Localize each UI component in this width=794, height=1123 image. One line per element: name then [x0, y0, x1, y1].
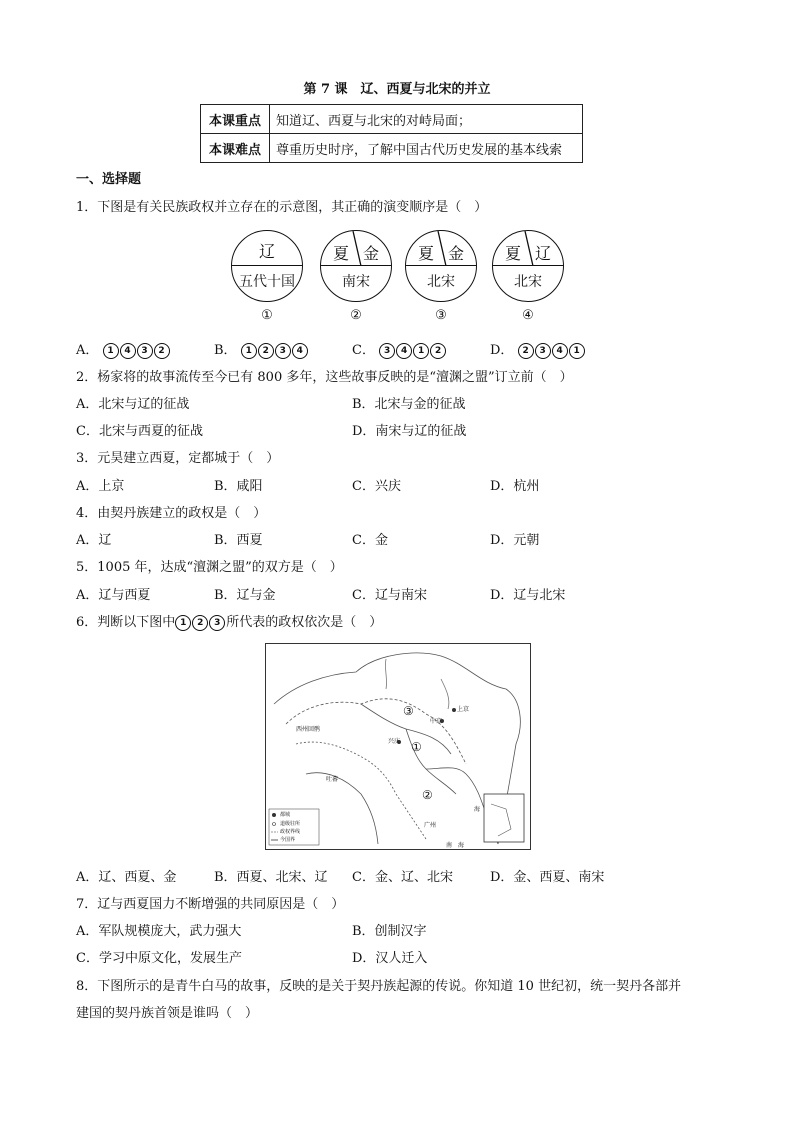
- circled-number: 2: [154, 343, 170, 359]
- disc-top-label: 辽: [258, 242, 275, 261]
- circled-number: 1: [569, 343, 585, 359]
- q3-option-c[interactable]: C．兴庆: [352, 479, 401, 494]
- map-label-guangzhou: 广州: [424, 822, 437, 829]
- question-7-stem: 7．辽与西夏国力不断增强的共同原因是（ ）: [76, 897, 345, 912]
- map-label-tibet: 吐蕃: [326, 776, 339, 783]
- question-5-stem: 5．1005 年，达成“澶渊之盟”的双方是（ ）: [76, 560, 343, 575]
- map-label-huihu: 西州回鹘: [296, 726, 321, 733]
- q5-option-c[interactable]: C．辽与南宋: [352, 588, 427, 603]
- disc-figure-2: [320, 230, 392, 323]
- q6-option-b[interactable]: B．西夏、北宋、辽: [214, 870, 328, 885]
- q2-option-d[interactable]: D．南宋与辽的征战: [352, 424, 467, 439]
- circled-number: 4: [396, 343, 412, 359]
- disc-top-left-label: 夏: [333, 244, 350, 263]
- disc-bottom-label: 北宋: [427, 274, 455, 290]
- q2-option-b[interactable]: B．北宋与金的征战: [352, 397, 466, 412]
- q5-option-a[interactable]: A．辽与西夏: [76, 588, 151, 603]
- circled-number: 1: [413, 343, 429, 359]
- disc-top-right-label: 辽: [534, 244, 551, 263]
- disc-number: ④: [522, 308, 534, 323]
- legend-boundary: 政权界线: [280, 829, 301, 835]
- circled-number: 3: [275, 343, 291, 359]
- q1-option-a[interactable]: A． 1 4 3 2: [76, 339, 171, 359]
- q3-option-a[interactable]: A．上京: [76, 479, 125, 494]
- disc-bottom-label: 南宋: [342, 274, 370, 290]
- circled-number: 3: [535, 343, 551, 359]
- map-label-nanhai: 南 海: [446, 842, 465, 849]
- disc-number: ②: [350, 308, 362, 323]
- table-row: [201, 134, 583, 163]
- table-key: 本课难点: [201, 134, 270, 163]
- table-key: 本课重点: [201, 105, 270, 134]
- legend-border: 今国界: [280, 837, 296, 843]
- lesson-info-table: [200, 104, 583, 163]
- legend-seat: 道级驻所: [280, 821, 301, 827]
- disc-top-left-label: 夏: [505, 244, 522, 263]
- map-label-sea: 海: [474, 806, 481, 813]
- q7-option-d[interactable]: D．汉人迁入: [352, 951, 428, 966]
- question-6-stem: 6．判断以下图中 1 2 3 所代表的政权依次是（ ）: [76, 615, 383, 630]
- circled-number: 1: [241, 343, 257, 359]
- disc-figure-3: [405, 230, 477, 323]
- page-title: 第 7 课 辽、西夏与北宋的并立: [303, 82, 491, 97]
- map-label-xingqing: 兴庆: [388, 738, 401, 745]
- q7-option-b[interactable]: B．创制汉字: [352, 924, 427, 939]
- circled-number: 3: [379, 343, 395, 359]
- circled-number: 4: [552, 343, 568, 359]
- q5-option-b[interactable]: B．辽与金: [214, 588, 276, 603]
- circled-number: 3: [209, 615, 225, 631]
- section-heading: 一、选择题: [76, 172, 142, 187]
- question-8-stem-line1: 8．下图所示的是青牛白马的故事，反映的是关于契丹族起源的传说。你知道 10 世纪初，统一契丹各部并: [76, 979, 682, 994]
- circled-number: 4: [120, 343, 136, 359]
- q6-option-a[interactable]: A．辽、西夏、金: [76, 870, 177, 885]
- disc-figure-1: [231, 230, 303, 323]
- table-value: 知道辽、西夏与北宋的对峙局面；: [270, 105, 583, 134]
- question-3-stem: 3．元昊建立西夏，定都城于（ ）: [76, 451, 280, 466]
- q7-option-a[interactable]: A．军队规模庞大，武力强大: [76, 924, 242, 939]
- q3-option-d[interactable]: D．杭州: [490, 479, 540, 494]
- legend-capital: 都城: [280, 812, 291, 818]
- q4-option-a[interactable]: A．辽: [76, 533, 112, 548]
- disc-bottom-label: 五代十国: [239, 274, 295, 290]
- circled-number: 2: [430, 343, 446, 359]
- map-label-3: ③: [403, 704, 414, 718]
- q4-option-c[interactable]: C．金: [352, 533, 388, 548]
- map-label-2: ②: [422, 788, 433, 802]
- q1-option-b[interactable]: B． 1 2 3 4: [214, 339, 309, 359]
- circled-number: 2: [192, 615, 208, 631]
- disc-number: ③: [435, 308, 447, 323]
- q1-option-c[interactable]: C． 3 4 1 2: [352, 339, 447, 359]
- circled-number: 2: [258, 343, 274, 359]
- q7-option-c[interactable]: C．学习中原文化，发展生产: [76, 951, 242, 966]
- disc-number: ①: [261, 308, 273, 323]
- circled-number: 1: [103, 343, 119, 359]
- q5-option-d[interactable]: D．辽与北宋: [490, 588, 566, 603]
- q2-option-a[interactable]: A．北宋与辽的征战: [76, 397, 190, 412]
- circled-number: 2: [518, 343, 534, 359]
- q4-option-d[interactable]: D．元朝: [490, 533, 540, 548]
- disc-figure-4: [492, 230, 564, 323]
- map-drawing: [266, 644, 530, 849]
- disc-top-right-label: 金: [362, 244, 379, 263]
- circled-number: 1: [175, 615, 191, 631]
- disc-top-left-label: 夏: [418, 244, 435, 263]
- historical-map: [265, 643, 531, 850]
- table-value: 尊重历史时序，了解中国古代历史发展的基本线索: [270, 134, 583, 163]
- q6-option-c[interactable]: C．金、辽、北宋: [352, 870, 453, 885]
- question-8-stem-line2: 建国的契丹族首领是谁吗（ ）: [76, 1006, 259, 1021]
- q1-option-d[interactable]: D． 2 3 4 1: [490, 339, 586, 359]
- disc-top-right-label: 金: [447, 244, 464, 263]
- q6-option-d[interactable]: D．金、西夏、南宋: [490, 870, 605, 885]
- circled-number: 4: [292, 343, 308, 359]
- disc-bottom-label: 北宋: [514, 274, 542, 290]
- q4-option-b[interactable]: B．西夏: [214, 533, 263, 548]
- question-1-stem: 1．下图是有关民族政权并立存在的示意图，其正确的演变顺序是（ ）: [76, 200, 488, 215]
- question-2-stem: 2．杨家将的故事流传至今已有 800 多年，这些故事反映的是“澶渊之盟”订立前（ ）: [76, 370, 573, 385]
- map-label-zhongjing: 中京: [430, 718, 443, 725]
- question-4-stem: 4．由契丹族建立的政权是（ ）: [76, 506, 267, 521]
- table-row: [201, 105, 583, 134]
- q2-option-c[interactable]: C．北宋与西夏的征战: [76, 424, 203, 439]
- map-label-shangjing: 上京: [457, 706, 470, 713]
- q3-option-b[interactable]: B．咸阳: [214, 479, 263, 494]
- circled-number: 3: [137, 343, 153, 359]
- map-label-1: ①: [411, 740, 422, 754]
